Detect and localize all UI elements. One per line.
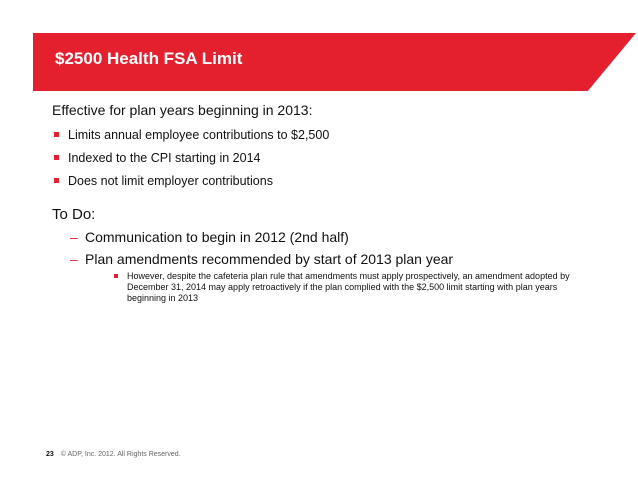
dash-bullet-icon: –: [70, 251, 78, 267]
page-number: 23: [46, 451, 54, 458]
list-item: – Communication to begin in 2012 (2nd half): [70, 229, 349, 245]
slide-title: $2500 Health FSA Limit: [55, 49, 243, 68]
square-bullet-icon: [54, 132, 59, 137]
list-item: However, despite the cafeteria plan rule that amendments must apply prospectively, an amendment adopted by December 31, 2014 may apply retroactively if the plan complied with the $2,500 limit starting with plan years beginning in 2013: [113, 271, 598, 304]
intro-text: Effective for plan years beginning in 2013:: [52, 102, 313, 118]
copyright-text: © ADP, Inc. 2012. All Rights Reserved.: [60, 451, 181, 458]
list-item: – Plan amendments recommended by start of 2013 plan year However, despite the cafeteria plan rule that amendments must apply prospectively, an amendment adopted by December 31, 2014 may apply retroactively if the plan complied with the $2,500 limit starting with plan years beginning in 2013: [70, 251, 598, 304]
dash-bullet-icon: –: [70, 229, 78, 245]
square-bullet-icon: [54, 155, 59, 160]
bullet-list: [52, 128, 598, 188]
todo-heading: To Do:: [52, 206, 96, 223]
todo-list: [52, 229, 598, 304]
square-bullet-icon: [114, 274, 118, 278]
list-item: Does not limit employer contributions: [52, 174, 598, 188]
square-bullet-icon: [54, 178, 59, 183]
list-item: Limits annual employee contributions to $2,500: [52, 128, 598, 142]
sub-note-list: [113, 271, 598, 304]
list-item: Indexed to the CPI starting in 2014: [52, 151, 598, 165]
slide-body: [52, 102, 598, 310]
footer: [46, 451, 181, 458]
